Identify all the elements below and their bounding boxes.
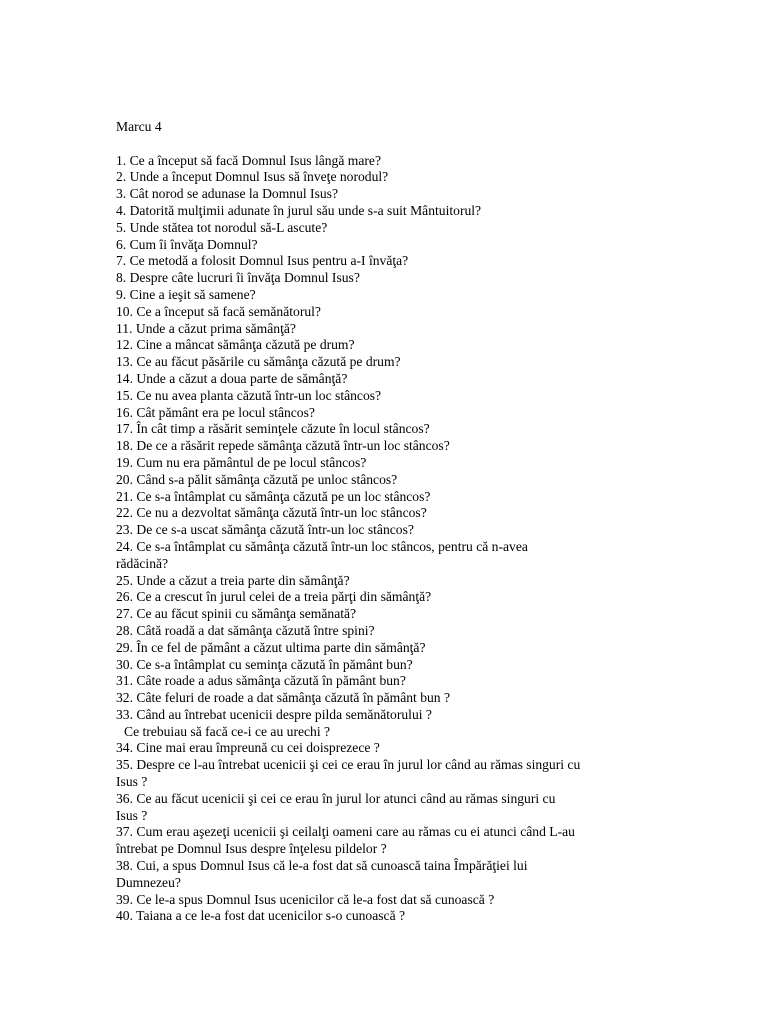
question-item [116, 757, 656, 791]
question-item [116, 640, 656, 657]
question-text: 39. Ce le-a spus Domnul Isus ucenicilor că le-a fost dat să cunoască ? [116, 891, 495, 907]
question-item [116, 892, 656, 909]
question-text-continuation: Isus ? [116, 807, 148, 823]
question-text: 12. Cine a mâncat sămânţa căzută pe drum? [116, 337, 355, 353]
question-text: 8. Despre câte lucruri îi învăţa Domnul Isus? [116, 270, 360, 286]
question-text: 20. Când s-a pălit sămânţa căzută pe unloc stâncos? [116, 471, 398, 487]
question-text: 18. De ce a răsărit repede sămânţa căzută într-un loc stâncos? [116, 438, 450, 454]
question-text: 24. Ce s-a întâmplat cu sămânţa căzută într-un loc stâncos, pentru că n-avea [116, 538, 528, 554]
question-text: 3. Cât norod se adunase la Domnul Isus? [116, 186, 338, 202]
question-text: 31. Câte roade a adus sămânţa căzută în pământ bun? [116, 673, 406, 689]
question-text: 27. Ce au făcut spinii cu sămânţa semănată? [116, 606, 357, 622]
question-text: 32. Câte feluri de roade a dat sămânţa căzută în pământ bun ? [116, 690, 451, 706]
question-text-continuation: întrebat pe Domnul Isus despre înţelesu pildelor ? [116, 841, 387, 857]
question-item [116, 740, 656, 757]
question-item [116, 220, 656, 237]
question-text: 28. Câtă roadă a dat sămânţa căzută între spini? [116, 622, 375, 638]
question-item [116, 153, 656, 170]
question-text: 25. Unde a căzut a treia parte din sămânţă? [116, 572, 350, 588]
question-item [116, 606, 656, 623]
question-item [116, 657, 656, 674]
question-item [116, 270, 656, 287]
question-text: 36. Ce au făcut ucenicii şi cei ce erau în jurul lor atunci când au rămas singuri cu [116, 790, 556, 806]
question-text: 11. Unde a căzut prima sămânţă? [116, 320, 296, 336]
question-item [116, 337, 656, 354]
question-text-continuation: Ce trebuiau să facă ce-i ce au urechi ? [124, 723, 331, 739]
question-text: 40. Taiana a ce le-a fost dat ucenicilor s-o cunoască ? [116, 908, 406, 924]
question-text: 9. Cine a ieşit să samene? [116, 286, 256, 302]
question-text: 35. Despre ce l-au întrebat ucenicii şi cei ce erau în jurul lor când au rămas singuri cu [116, 757, 581, 773]
question-text: 4. Datorită mulţimii adunate în jurul său unde s-a suit Mântuitorul? [116, 202, 482, 218]
question-text: 29. În ce fel de pământ a căzut ultima parte din sămânţă? [116, 639, 426, 655]
question-item [116, 186, 656, 203]
question-text: 6. Cum îi învăţa Domnul? [116, 236, 258, 252]
question-text: 21. Ce s-a întâmplat cu sămânţa căzută pe un loc stâncos? [116, 488, 431, 504]
question-text: 38. Cui, a spus Domnul Isus că le-a fost dat să cunoască taina Împărăţiei lui [116, 858, 528, 874]
question-text: 19. Cum nu era pământul de pe locul stâncos? [116, 454, 367, 470]
question-item [116, 690, 656, 707]
question-text: 5. Unde stătea tot norodul să-L ascute? [116, 219, 328, 235]
question-text: 10. Ce a început să facă semănătorul? [116, 303, 321, 319]
question-item [116, 573, 656, 590]
question-item [116, 203, 656, 220]
question-text: 7. Ce metodă a folosit Domnul Isus pentru a-I învăţa? [116, 253, 409, 269]
question-item [116, 237, 656, 254]
question-text: 33. Când au întrebat ucenicii despre pilda semănătorului ? [116, 706, 432, 722]
question-text: 2. Unde a început Domnul Isus să înveţe norodul? [116, 169, 389, 185]
question-item [116, 791, 656, 825]
question-text-continuation: rădăcină? [116, 555, 169, 571]
question-item [116, 824, 656, 858]
question-text: 16. Cât pământ era pe locul stâncos? [116, 404, 315, 420]
question-text: 30. Ce s-a întâmplat cu seminţa căzută în pământ bun? [116, 656, 413, 672]
question-item [116, 304, 656, 321]
question-text: 34. Cine mai erau împreună cu cei doisprezece ? [116, 740, 380, 756]
question-item [116, 707, 656, 741]
question-item [116, 455, 656, 472]
question-item [116, 321, 656, 338]
question-text: 26. Ce a crescut în jurul celei de a treia părţi din sămânţă? [116, 589, 432, 605]
question-item [116, 388, 656, 405]
question-text: 17. În cât timp a răsărit seminţele căzute în locul stâncos? [116, 421, 430, 437]
question-item [116, 438, 656, 455]
question-text: 23. De ce s-a uscat sămânţa căzută într-un loc stâncos? [116, 522, 414, 538]
question-text: 14. Unde a căzut a doua parte de sămânţă? [116, 370, 348, 386]
question-item [116, 405, 656, 422]
question-item [116, 589, 656, 606]
question-text-continuation: Isus ? [116, 774, 148, 790]
question-item [116, 421, 656, 438]
question-item [116, 673, 656, 690]
question-item [116, 908, 656, 925]
question-text: 15. Ce nu avea planta căzută într-un loc stâncos? [116, 387, 382, 403]
question-list [116, 153, 656, 926]
question-text: 13. Ce au făcut păsările cu sămânţa căzută pe drum? [116, 354, 401, 370]
document-title: Marcu 4 [116, 119, 162, 134]
question-item [116, 505, 656, 522]
question-text: 1. Ce a început să facă Domnul Isus lângă mare? [116, 152, 381, 168]
question-item [116, 522, 656, 539]
question-text: 37. Cum erau aşezeţi ucenicii şi ceilalţi oameni care au rămas cu ei atunci când L-au [116, 824, 575, 840]
question-item [116, 472, 656, 489]
question-item [116, 354, 656, 371]
question-item [116, 253, 656, 270]
question-item [116, 169, 656, 186]
question-item [116, 539, 656, 573]
question-text-continuation: Dumnezeu? [116, 874, 181, 890]
document-page [116, 119, 656, 925]
question-item [116, 489, 656, 506]
question-item [116, 287, 656, 304]
question-item [116, 858, 656, 892]
question-item [116, 371, 656, 388]
question-text: 22. Ce nu a dezvoltat sămânţa căzută într-un loc stâncos? [116, 505, 427, 521]
question-item [116, 623, 656, 640]
